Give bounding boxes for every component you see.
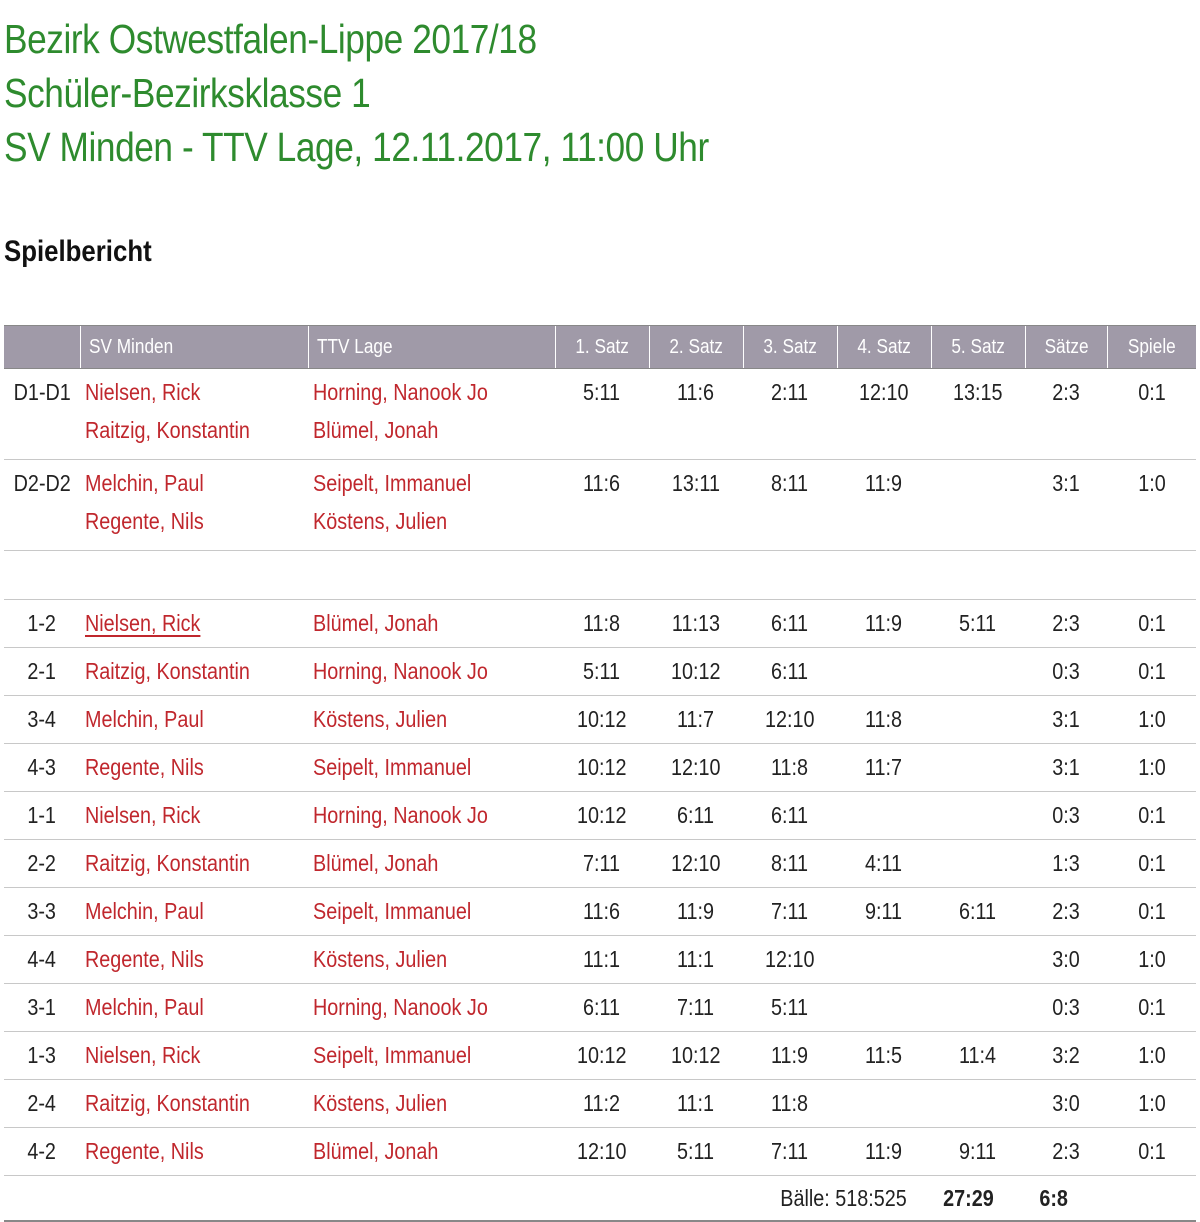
- games-result: 1:0: [1137, 470, 1166, 496]
- home-player-link[interactable]: Melchin, Paul: [85, 898, 204, 924]
- pairing-position: 1-3: [27, 1042, 57, 1068]
- set-2-score: 11:1: [677, 1090, 715, 1116]
- singles-row: [4, 1128, 1196, 1176]
- doubles-row: [4, 369, 1196, 460]
- home-player-link[interactable]: Regente, Nils: [85, 754, 204, 780]
- set-5-score: [931, 464, 1025, 550]
- pairing-position: 3-4: [27, 706, 57, 732]
- header-set-5: 5. Satz: [931, 326, 1025, 368]
- set-5-score: 13:15: [953, 379, 1003, 405]
- set-2-score: 5:11: [677, 1138, 715, 1164]
- guest-player-link[interactable]: Seipelt, Immanuel: [313, 1042, 472, 1068]
- guest-players: [308, 373, 555, 459]
- guest-player-link[interactable]: Blümel, Jonah: [313, 610, 439, 636]
- set-2-score: 12:10: [671, 754, 721, 780]
- games-result: 0:1: [1137, 610, 1166, 636]
- home-player-link[interactable]: Nielsen, Rick: [85, 1042, 201, 1068]
- header-set-3: 3. Satz: [743, 326, 837, 368]
- set-2-score: 11:1: [677, 946, 715, 972]
- player-name-link[interactable]: Seipelt, Immanuel: [313, 470, 472, 496]
- games-result: 0:1: [1137, 898, 1166, 924]
- set-1-score: 5:11: [583, 658, 621, 684]
- singles-row: [4, 1032, 1196, 1080]
- title-block: [4, 12, 824, 174]
- sets-result: 2:3: [1052, 379, 1080, 405]
- header-home-team: SV Minden: [80, 326, 308, 368]
- match-report-table: [4, 325, 1196, 1222]
- set-5-score: [931, 1090, 1025, 1117]
- sets-result: 0:3: [1052, 802, 1080, 828]
- sets-result: 3:0: [1052, 1090, 1080, 1116]
- games-result: 0:1: [1137, 1138, 1166, 1164]
- set-2-score: 11:7: [677, 706, 715, 732]
- guest-players: [308, 464, 555, 550]
- set-1-score: 10:12: [577, 754, 627, 780]
- set-4-score: 11:7: [865, 754, 903, 780]
- header-set-2: 2. Satz: [649, 326, 743, 368]
- singles-row: [4, 600, 1196, 648]
- set-3-score: 5:11: [771, 994, 809, 1020]
- header-guest-team: TTV Lage: [308, 326, 555, 368]
- singles-row: [4, 984, 1196, 1032]
- table-body: [4, 369, 1196, 1176]
- sets-result: 2:3: [1052, 898, 1080, 924]
- set-2-score: 10:12: [671, 1042, 721, 1068]
- set-5-score: [931, 754, 1025, 781]
- home-player-link[interactable]: Melchin, Paul: [85, 994, 204, 1020]
- pairing-position: 1-2: [27, 610, 57, 636]
- guest-player-link[interactable]: Köstens, Julien: [313, 946, 448, 972]
- pairing-position: 3-1: [27, 994, 57, 1020]
- set-3-score: 7:11: [771, 898, 809, 924]
- set-3-score: 11:8: [771, 1090, 809, 1116]
- set-3-score: 11:9: [771, 1042, 809, 1068]
- guest-player-link[interactable]: Horning, Nanook Jo: [313, 994, 488, 1020]
- home-player-link[interactable]: Raitzig, Konstantin: [85, 658, 250, 684]
- header-sets: Sätze: [1025, 326, 1107, 368]
- games-result: 0:1: [1137, 379, 1166, 405]
- home-player-link[interactable]: Regente, Nils: [85, 946, 204, 972]
- set-5-score: [931, 850, 1025, 877]
- home-player-link[interactable]: Raitzig, Konstantin: [85, 1090, 250, 1116]
- set-1-score: 10:12: [577, 706, 627, 732]
- set-1-score: 11:8: [583, 610, 621, 636]
- sets-result: 3:0: [1052, 946, 1080, 972]
- pairing-position: 3-3: [27, 898, 57, 924]
- home-player-link[interactable]: Nielsen, Rick: [85, 610, 201, 636]
- set-4-score: [837, 994, 931, 1021]
- player-name-link[interactable]: Nielsen, Rick: [85, 379, 201, 405]
- pairing-position: 4-4: [27, 946, 57, 972]
- set-2-score: 11:9: [677, 898, 715, 924]
- balls-total: Bälle: 518:525: [780, 1184, 907, 1211]
- games-result: 1:0: [1137, 1042, 1166, 1068]
- set-5-score: 5:11: [959, 610, 997, 636]
- section-heading: Spielbericht: [4, 235, 152, 268]
- set-3-score: 8:11: [771, 850, 809, 876]
- set-4-score: 11:9: [865, 1138, 903, 1164]
- singles-row: [4, 888, 1196, 936]
- pairing-position: D2-D2: [13, 470, 71, 496]
- player-name-link[interactable]: Melchin, Paul: [85, 470, 204, 496]
- games-result: 0:1: [1137, 850, 1166, 876]
- guest-player-link[interactable]: Blümel, Jonah: [313, 1138, 439, 1164]
- player-name-link[interactable]: Blümel, Jonah: [313, 417, 439, 443]
- sets-result: 2:3: [1052, 1138, 1080, 1164]
- set-2-score: 12:10: [671, 850, 721, 876]
- pairing-position: 4-2: [27, 1138, 57, 1164]
- pairing-position: 2-2: [27, 850, 57, 876]
- set-5-score: [931, 994, 1025, 1021]
- singles-row: [4, 936, 1196, 984]
- header-position: [4, 326, 80, 368]
- games-result: 0:1: [1137, 994, 1166, 1020]
- set-4-score: [837, 1090, 931, 1117]
- set-3-score: 6:11: [771, 610, 809, 636]
- guest-player-link[interactable]: Köstens, Julien: [313, 706, 448, 732]
- player-name-link[interactable]: Raitzig, Konstantin: [85, 417, 250, 443]
- set-1-score: 10:12: [577, 1042, 627, 1068]
- set-3-score: 12:10: [765, 946, 815, 972]
- set-5-score: [931, 658, 1025, 685]
- set-1-score: 11:2: [583, 1090, 621, 1116]
- set-2-score: 11:6: [677, 379, 715, 405]
- games-result: 0:1: [1137, 658, 1166, 684]
- league-title: Schüler-Bezirksklasse 1: [4, 70, 371, 116]
- set-4-score: 12:10: [859, 379, 909, 405]
- pairing-position: 2-1: [27, 658, 57, 684]
- pairing-position: 2-4: [27, 1090, 57, 1116]
- totals-row: [4, 1176, 1196, 1222]
- set-5-score: 6:11: [959, 898, 997, 924]
- singles-row: [4, 1080, 1196, 1128]
- player-name-link[interactable]: Regente, Nils: [85, 508, 204, 534]
- header-set-4: 4. Satz: [837, 326, 931, 368]
- sets-result: 2:3: [1052, 610, 1080, 636]
- set-5-score: 9:11: [959, 1138, 997, 1164]
- sets-result: 0:3: [1052, 658, 1080, 684]
- set-5-score: [931, 706, 1025, 733]
- games-result: 0:1: [1137, 802, 1166, 828]
- pairing-position: 1-1: [27, 802, 57, 828]
- set-4-score: 11:8: [865, 706, 903, 732]
- guest-player-link[interactable]: Blümel, Jonah: [313, 850, 439, 876]
- home-players: [80, 373, 308, 459]
- pairing-position: D1-D1: [13, 379, 71, 405]
- games-result: 1:0: [1137, 706, 1166, 732]
- set-4-score: 9:11: [865, 898, 903, 924]
- set-1-score: 11:6: [583, 470, 621, 496]
- set-4-score: 4:11: [865, 850, 903, 876]
- match-title: SV Minden - TTV Lage, 12.11.2017, 11:00 Uhr: [4, 124, 709, 170]
- singles-row: [4, 792, 1196, 840]
- home-player-link[interactable]: Melchin, Paul: [85, 706, 204, 732]
- set-4-score: 11:5: [865, 1042, 903, 1068]
- set-1-score: 12:10: [577, 1138, 627, 1164]
- set-1-score: 7:11: [583, 850, 621, 876]
- guest-player-link[interactable]: Horning, Nanook Jo: [313, 802, 488, 828]
- header-games: Spiele: [1107, 326, 1196, 368]
- header-set-1: 1. Satz: [555, 326, 649, 368]
- sets-result: 3:1: [1052, 470, 1080, 496]
- set-1-score: 11:6: [583, 898, 621, 924]
- sets-result: 0:3: [1052, 994, 1080, 1020]
- set-3-score: 12:10: [765, 706, 815, 732]
- sets-result: 3:1: [1052, 754, 1080, 780]
- player-name-link[interactable]: Horning, Nanook Jo: [313, 379, 488, 405]
- games-result: 1:0: [1137, 754, 1166, 780]
- set-3-score: 6:11: [771, 658, 809, 684]
- guest-player-link[interactable]: Horning, Nanook Jo: [313, 658, 488, 684]
- set-4-score: [837, 658, 931, 685]
- table-header: [4, 325, 1196, 369]
- sets-result: 3:1: [1052, 706, 1080, 732]
- guest-player-link[interactable]: Seipelt, Immanuel: [313, 898, 472, 924]
- set-2-score: 11:13: [671, 610, 721, 636]
- set-4-score: [837, 802, 931, 829]
- home-players: [80, 464, 308, 550]
- player-name-link[interactable]: Köstens, Julien: [313, 508, 448, 534]
- set-1-score: 6:11: [583, 994, 621, 1020]
- set-5-score: [931, 946, 1025, 973]
- pairing-position: 4-3: [27, 754, 57, 780]
- set-4-score: 11:9: [865, 610, 903, 636]
- set-3-score: 7:11: [771, 1138, 809, 1164]
- set-3-score: 8:11: [771, 470, 809, 496]
- set-3-score: 2:11: [771, 379, 809, 405]
- set-3-score: 6:11: [771, 802, 809, 828]
- singles-row: [4, 840, 1196, 888]
- games-result: 1:0: [1137, 946, 1166, 972]
- home-player-link[interactable]: Nielsen, Rick: [85, 802, 201, 828]
- games-total: 6:8: [1039, 1184, 1068, 1211]
- district-title: Bezirk Ostwestfalen-Lippe 2017/18: [4, 16, 537, 62]
- doubles-row: [4, 460, 1196, 551]
- guest-player-link[interactable]: Seipelt, Immanuel: [313, 754, 472, 780]
- set-3-score: 11:8: [771, 754, 809, 780]
- set-2-score: 10:12: [671, 658, 721, 684]
- singles-row: [4, 744, 1196, 792]
- set-1-score: 11:1: [583, 946, 621, 972]
- set-5-score: [931, 802, 1025, 829]
- sets-total: 27:29: [942, 1184, 994, 1211]
- home-player-link[interactable]: Regente, Nils: [85, 1138, 204, 1164]
- home-player-link[interactable]: Raitzig, Konstantin: [85, 850, 250, 876]
- sets-result: 1:3: [1052, 850, 1080, 876]
- spacer-row: [4, 551, 1196, 600]
- sets-result: 3:2: [1052, 1042, 1080, 1068]
- set-2-score: 6:11: [677, 802, 715, 828]
- singles-row: [4, 648, 1196, 696]
- guest-player-link[interactable]: Köstens, Julien: [313, 1090, 448, 1116]
- set-4-score: [837, 946, 931, 973]
- games-result: 1:0: [1137, 1090, 1166, 1116]
- set-2-score: 7:11: [677, 994, 715, 1020]
- set-1-score: 10:12: [577, 802, 627, 828]
- singles-row: [4, 696, 1196, 744]
- set-1-score: 5:11: [583, 379, 621, 405]
- set-2-score: 13:11: [671, 470, 721, 496]
- set-4-score: 11:9: [865, 470, 903, 496]
- set-5-score: 11:4: [959, 1042, 997, 1068]
